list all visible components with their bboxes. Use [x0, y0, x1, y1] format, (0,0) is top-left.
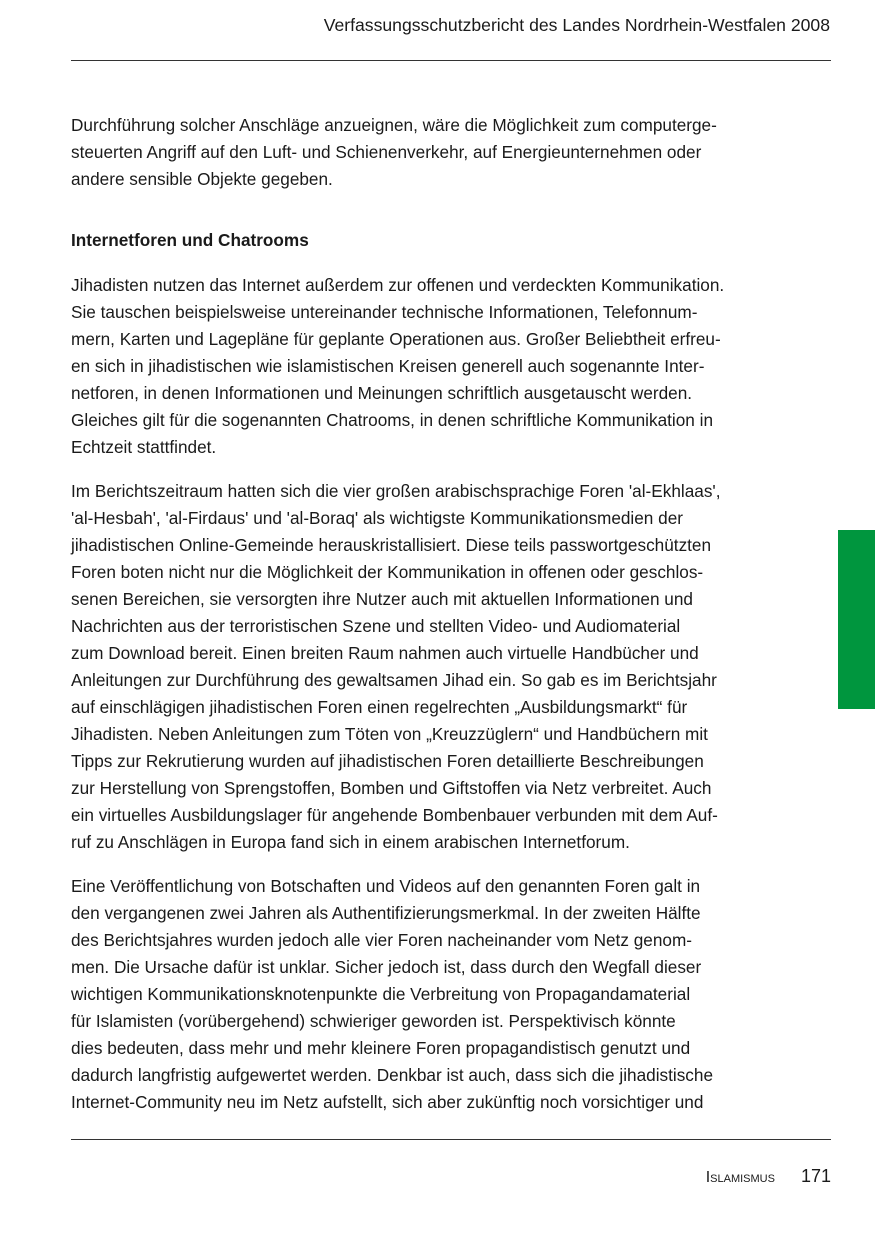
text-line: 'al-Hesbah', 'al-Firdaus' und 'al-Boraq' als wichtigste Kommunikationsmedien der: [71, 508, 683, 528]
paragraph-1: [71, 272, 791, 461]
page-number: 171: [800, 1166, 831, 1186]
text-line: ein virtuelles Ausbildungslager für angehende Bombenbauer verbunden mit dem Auf-: [71, 805, 718, 825]
text-line: wichtigen Kommunikationsknotenpunkte die Verbreitung von Propagandamaterial: [71, 984, 691, 1004]
paragraph-3: [71, 873, 791, 1116]
text-line: Internet-Community neu im Netz aufstellt, sich aber zukünftig noch vorsichtiger und: [71, 1092, 704, 1112]
text-line: dadurch langfristig aufgewertet werden. Denkbar ist auch, dass sich die jihadistische: [71, 1065, 714, 1085]
text-line: mern, Karten und Lagepläne für geplante Operationen aus. Großer Beliebtheit erfreu-: [71, 329, 721, 349]
header-rule: [71, 60, 831, 61]
text-line: Eine Veröffentlichung von Botschaften und Videos auf den genannten Foren galt in: [71, 876, 701, 896]
text-line: senen Bereichen, sie versorgten ihre Nutzer auch mit aktuellen Informationen und: [71, 589, 693, 609]
footer-rule: [71, 1139, 831, 1140]
text-line: Tipps zur Rekrutierung wurden auf jihadistischen Foren detaillierte Beschreibungen: [71, 751, 704, 771]
text-line: Foren boten nicht nur die Möglichkeit der Kommunikation in offenen oder geschlos-: [71, 562, 704, 582]
text-line: für Islamisten (vorübergehend) schwieriger geworden ist. Perspektivisch könnte: [71, 1011, 676, 1031]
text-line: Im Berichtszeitraum hatten sich die vier großen arabischsprachige Foren 'al-Ekhlaas',: [71, 481, 721, 501]
text-line: Durchführung solcher Anschläge anzueignen, wäre die Möglichkeit zum computerge-: [71, 115, 717, 135]
text-line: jihadistischen Online-Gemeinde herauskristallisiert. Diese teils passwortgeschützten: [71, 535, 712, 555]
running-header: Verfassungsschutzbericht des Landes Nordrhein-Westfalen 2008: [323, 15, 830, 35]
text-line: auf einschlägigen jihadistischen Foren einen regelrechten „Ausbildungsmarkt“ für: [71, 697, 688, 717]
text-line: Echtzeit stattfindet.: [71, 437, 217, 457]
text-line: des Berichtsjahres wurden jedoch alle vier Foren nacheinander vom Netz genom-: [71, 930, 692, 950]
text-line: andere sensible Objekte gegeben.: [71, 169, 333, 189]
text-line: steuerten Angriff auf den Luft- und Schienenverkehr, auf Energieunternehmen oder: [71, 142, 702, 162]
section-heading: Internetforen und Chatrooms: [71, 230, 309, 250]
text-line: dies bedeuten, dass mehr und mehr kleinere Foren propagandistisch genutzt und: [71, 1038, 691, 1058]
text-line: Anleitungen zur Durchführung des gewaltsamen Jihad ein. So gab es im Berichtsjahr: [71, 670, 717, 690]
text-line: den vergangenen zwei Jahren als Authentifizierungsmerkmal. In der zweiten Hälfte: [71, 903, 701, 923]
text-line: zur Herstellung von Sprengstoffen, Bomben und Giftstoffen via Netz verbreitet. Auch: [71, 778, 712, 798]
page-body: [71, 112, 791, 1133]
text-line: Jihadisten. Neben Anleitungen zum Töten von „Kreuzzüglern“ und Handbüchern mit: [71, 724, 708, 744]
lead-paragraph: [71, 112, 791, 193]
footer-section-name: Islamismus: [705, 1169, 775, 1186]
chapter-tab-marker: [838, 530, 875, 709]
text-line: zum Download bereit. Einen breiten Raum nahmen auch virtuelle Handbücher und: [71, 643, 699, 663]
text-line: Nachrichten aus der terroristischen Szene und stellten Video- und Audiomaterial: [71, 616, 681, 636]
paragraph-2: [71, 478, 791, 856]
text-line: Jihadisten nutzen das Internet außerdem zur offenen und verdeckten Kommunikation.: [71, 275, 725, 295]
text-line: en sich in jihadistischen wie islamistischen Kreisen generell auch sogenannte Inter-: [71, 356, 705, 376]
text-line: Gleiches gilt für die sogenannten Chatrooms, in denen schriftliche Kommunikation in: [71, 410, 714, 430]
text-line: netforen, in denen Informationen und Meinungen schriftlich ausgetauscht werden.: [71, 383, 693, 403]
page-footer: [706, 1164, 831, 1190]
text-line: ruf zu Anschlägen in Europa fand sich in einem arabischen Internetforum.: [71, 832, 630, 852]
text-line: Sie tauschen beispielsweise untereinander technische Informationen, Telefonnum-: [71, 302, 698, 322]
text-line: men. Die Ursache dafür ist unklar. Sicher jedoch ist, dass durch den Wegfall dieser: [71, 957, 702, 977]
